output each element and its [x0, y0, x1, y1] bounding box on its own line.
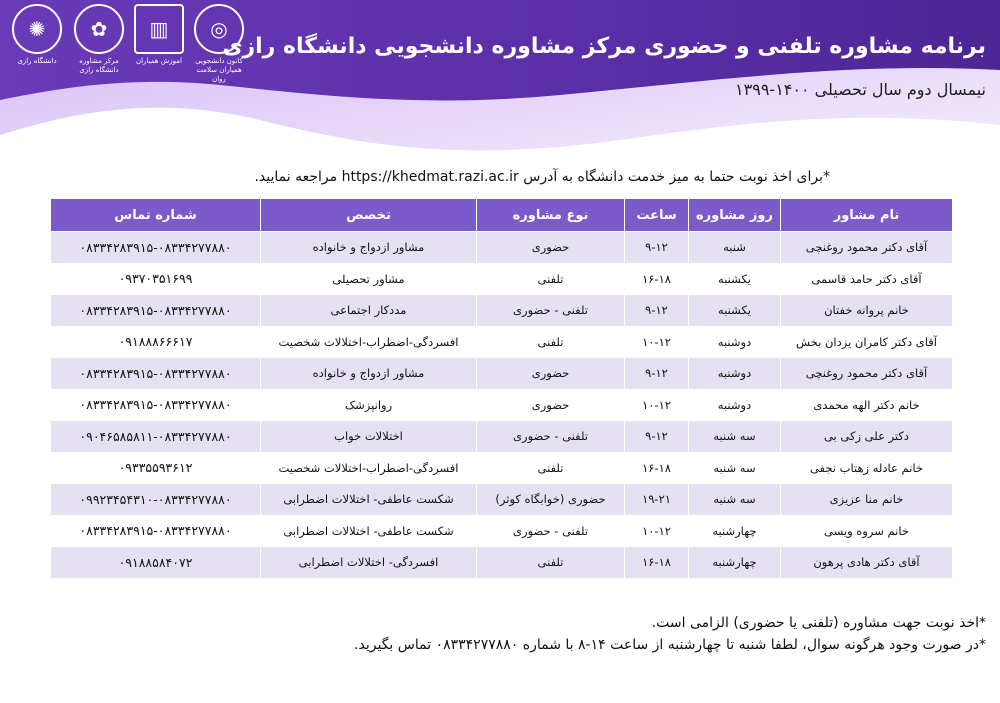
table-header-col-specialty: تخصص — [261, 199, 477, 232]
consult-day-cell: یکشنبه — [689, 263, 781, 295]
consult-day-cell: چهارشنبه — [689, 515, 781, 547]
table-row — [51, 421, 953, 453]
specialty-cell: روانپزشک — [261, 389, 477, 421]
table-row — [51, 232, 953, 264]
table-header-col-day: روز مشاوره — [689, 199, 781, 232]
specialty-cell: افسردگی- اختلالات اضطرابی — [261, 547, 477, 579]
consult-time-cell: ۹-۱۲ — [625, 295, 689, 327]
consult-type-cell: تلفنی — [477, 263, 625, 295]
footnotes — [354, 612, 986, 656]
advisor-name-cell: آقای دکتر حامد قاسمی — [781, 263, 953, 295]
advisor-name-cell: خانم منا عزیزی — [781, 484, 953, 516]
advisor-name-cell: آقای دکتر محمود روغنچی — [781, 232, 953, 264]
consult-day-cell: سه شنبه — [689, 452, 781, 484]
consult-type-cell: تلفنی - حضوری — [477, 421, 625, 453]
table-header-col-type: نوع مشاوره — [477, 199, 625, 232]
counseling-center-logo — [72, 4, 126, 75]
specialty-cell: افسردگی-اضطراب-اختلالات شخصیت — [261, 326, 477, 358]
phone-number-cell: ۰۸۳۳۴۲۸۳۹۱۵-۰۸۳۳۴۲۷۷۸۸۰ — [51, 358, 261, 390]
consult-time-cell: ۹-۱۲ — [625, 421, 689, 453]
table-body — [51, 232, 953, 579]
table-header-row — [51, 199, 953, 232]
schedule-table — [50, 198, 953, 579]
advisor-name-cell: خانم پروانه خفتان — [781, 295, 953, 327]
footnote-required: *اخذ نوبت جهت مشاوره (تلفنی یا حضوری) الزامی است. — [651, 615, 986, 631]
logo-caption: مرکز مشاوره دانشگاه رازی — [79, 57, 119, 74]
consult-day-cell: سه شنبه — [689, 484, 781, 516]
phone-number-cell: ۰۸۳۳۴۲۸۳۹۱۵-۰۸۳۳۴۲۷۷۸۸۰ — [51, 515, 261, 547]
table-row — [51, 484, 953, 516]
table-row — [51, 452, 953, 484]
phone-number-cell: ۰۹۱۸۸۸۶۶۶۱۷ — [51, 326, 261, 358]
consult-type-cell: تلفنی — [477, 326, 625, 358]
consult-day-cell: چهارشنبه — [689, 547, 781, 579]
header-banner — [0, 0, 1000, 175]
specialty-cell: اختلالات خواب — [261, 421, 477, 453]
logo-caption: دانشگاه رازی — [17, 57, 57, 65]
advisor-name-cell: آقای دکتر محمود روغنچی — [781, 358, 953, 390]
logo-caption: اموزش همیاران — [136, 57, 182, 65]
consult-day-cell: یکشنبه — [689, 295, 781, 327]
consult-type-cell: تلفنی - حضوری — [477, 515, 625, 547]
advisor-name-cell: خانم دکتر الهه محمدی — [781, 389, 953, 421]
student-consulting-icon: ◎ — [194, 4, 244, 54]
table-row — [51, 515, 953, 547]
table-header-col-time: ساعت — [625, 199, 689, 232]
consult-type-cell: حضوری (خوابگاه کوثر) — [477, 484, 625, 516]
table-row — [51, 295, 953, 327]
advisor-name-cell: خانم سروه ویسی — [781, 515, 953, 547]
phone-number-cell: ۰۸۳۳۴۲۸۳۹۱۵-۰۸۳۳۴۲۷۷۸۸۰ — [51, 389, 261, 421]
phone-number-cell: ۰۹۹۲۳۴۵۴۳۱۰-۰۸۳۳۴۲۷۷۸۸۰ — [51, 484, 261, 516]
advisor-name-cell: آقای دکتر کامران یزدان بخش — [781, 326, 953, 358]
specialty-cell: مشاور تحصیلی — [261, 263, 477, 295]
counseling-center-icon: ✿ — [74, 4, 124, 54]
consult-day-cell: سه شنبه — [689, 421, 781, 453]
table-row — [51, 326, 953, 358]
advisor-name-cell: خانم عادله زهتاب نجفی — [781, 452, 953, 484]
phone-number-cell: ۰۹۳۷۰۳۵۱۶۹۹ — [51, 263, 261, 295]
advisor-name-cell: دکتر علی زکی بی — [781, 421, 953, 453]
specialty-cell: شکست عاطفی- اختلالات اضطرابی — [261, 515, 477, 547]
table-row — [51, 547, 953, 579]
logos-row — [6, 4, 246, 88]
consult-time-cell: ۹-۱۲ — [625, 358, 689, 390]
specialty-cell: افسردگی-اضطراب-اختلالات شخصیت — [261, 452, 477, 484]
peer-group-icon: ▥ — [134, 4, 184, 54]
phone-number-cell: ۰۸۳۳۴۲۸۳۹۱۵-۰۸۳۳۴۲۷۷۸۸۰ — [51, 295, 261, 327]
phone-number-cell: ۰۹۳۳۵۵۹۳۶۱۲ — [51, 452, 261, 484]
table-row — [51, 263, 953, 295]
advisor-name-cell: آقای دکتر هادی پرهون — [781, 547, 953, 579]
consult-time-cell: ۱۶-۱۸ — [625, 452, 689, 484]
consult-time-cell: ۹-۱۲ — [625, 232, 689, 264]
consult-type-cell: حضوری — [477, 358, 625, 390]
consult-time-cell: ۱۹-۲۱ — [625, 484, 689, 516]
consult-time-cell: ۱۰-۱۲ — [625, 389, 689, 421]
phone-number-cell: ۰۹۰۴۶۵۸۵۸۱۱-۰۸۳۳۴۲۷۷۸۸۰ — [51, 421, 261, 453]
specialty-cell: شکست عاطفی- اختلالات اضطرابی — [261, 484, 477, 516]
logo-caption: کانون دانشجویی همیاران سلامت روان — [195, 57, 243, 83]
consult-type-cell: تلفنی - حضوری — [477, 295, 625, 327]
razi-university-icon: ✺ — [12, 4, 62, 54]
consult-time-cell: ۱۶-۱۸ — [625, 263, 689, 295]
appointment-note: *برای اخذ نوبت حتما به میز خدمت دانشگاه به آدرس https://khedmat.razi.ac.ir مراجعه نمایید. — [254, 169, 830, 185]
consult-time-cell: ۱۰-۱۲ — [625, 515, 689, 547]
table-header-col-advisor: نام مشاور — [781, 199, 953, 232]
phone-number-cell: ۰۹۱۸۸۵۸۴۰۷۲ — [51, 547, 261, 579]
phone-number-cell: ۰۸۳۳۴۲۸۳۹۱۵-۰۸۳۳۴۲۷۷۸۸۰ — [51, 232, 261, 264]
consult-day-cell: دوشنبه — [689, 358, 781, 390]
consult-type-cell: حضوری — [477, 232, 625, 264]
footnote-contact: *در صورت وجود هرگونه سوال، لطفا شنبه تا چهارشنبه از ساعت ۱۴-۸ با شماره ۰۸۳۳۴۲۷۷۸۸۰ تماس بگیرید. — [354, 637, 986, 653]
consult-day-cell: دوشنبه — [689, 326, 781, 358]
page-title: برنامه مشاوره تلفنی و حضوری مرکز مشاوره دانشجویی دانشگاه رازی — [222, 34, 986, 59]
specialty-cell: مددکار اجتماعی — [261, 295, 477, 327]
consult-day-cell: شنبه — [689, 232, 781, 264]
table-row — [51, 389, 953, 421]
razi-university-logo — [10, 4, 64, 66]
consult-type-cell: حضوری — [477, 389, 625, 421]
consult-type-cell: تلفنی — [477, 547, 625, 579]
table-header-col-phone: شماره تماس — [51, 199, 261, 232]
specialty-cell: مشاور ازدواج و خانواده — [261, 358, 477, 390]
consult-day-cell: دوشنبه — [689, 389, 781, 421]
table-row — [51, 358, 953, 390]
specialty-cell: مشاور ازدواج و خانواده — [261, 232, 477, 264]
consult-type-cell: تلفنی — [477, 452, 625, 484]
peer-group-logo — [132, 4, 186, 66]
consult-time-cell: ۱۶-۱۸ — [625, 547, 689, 579]
page-subtitle: نیمسال دوم سال تحصیلی ۱۴۰۰-۱۳۹۹ — [735, 80, 986, 99]
consult-time-cell: ۱۰-۱۲ — [625, 326, 689, 358]
